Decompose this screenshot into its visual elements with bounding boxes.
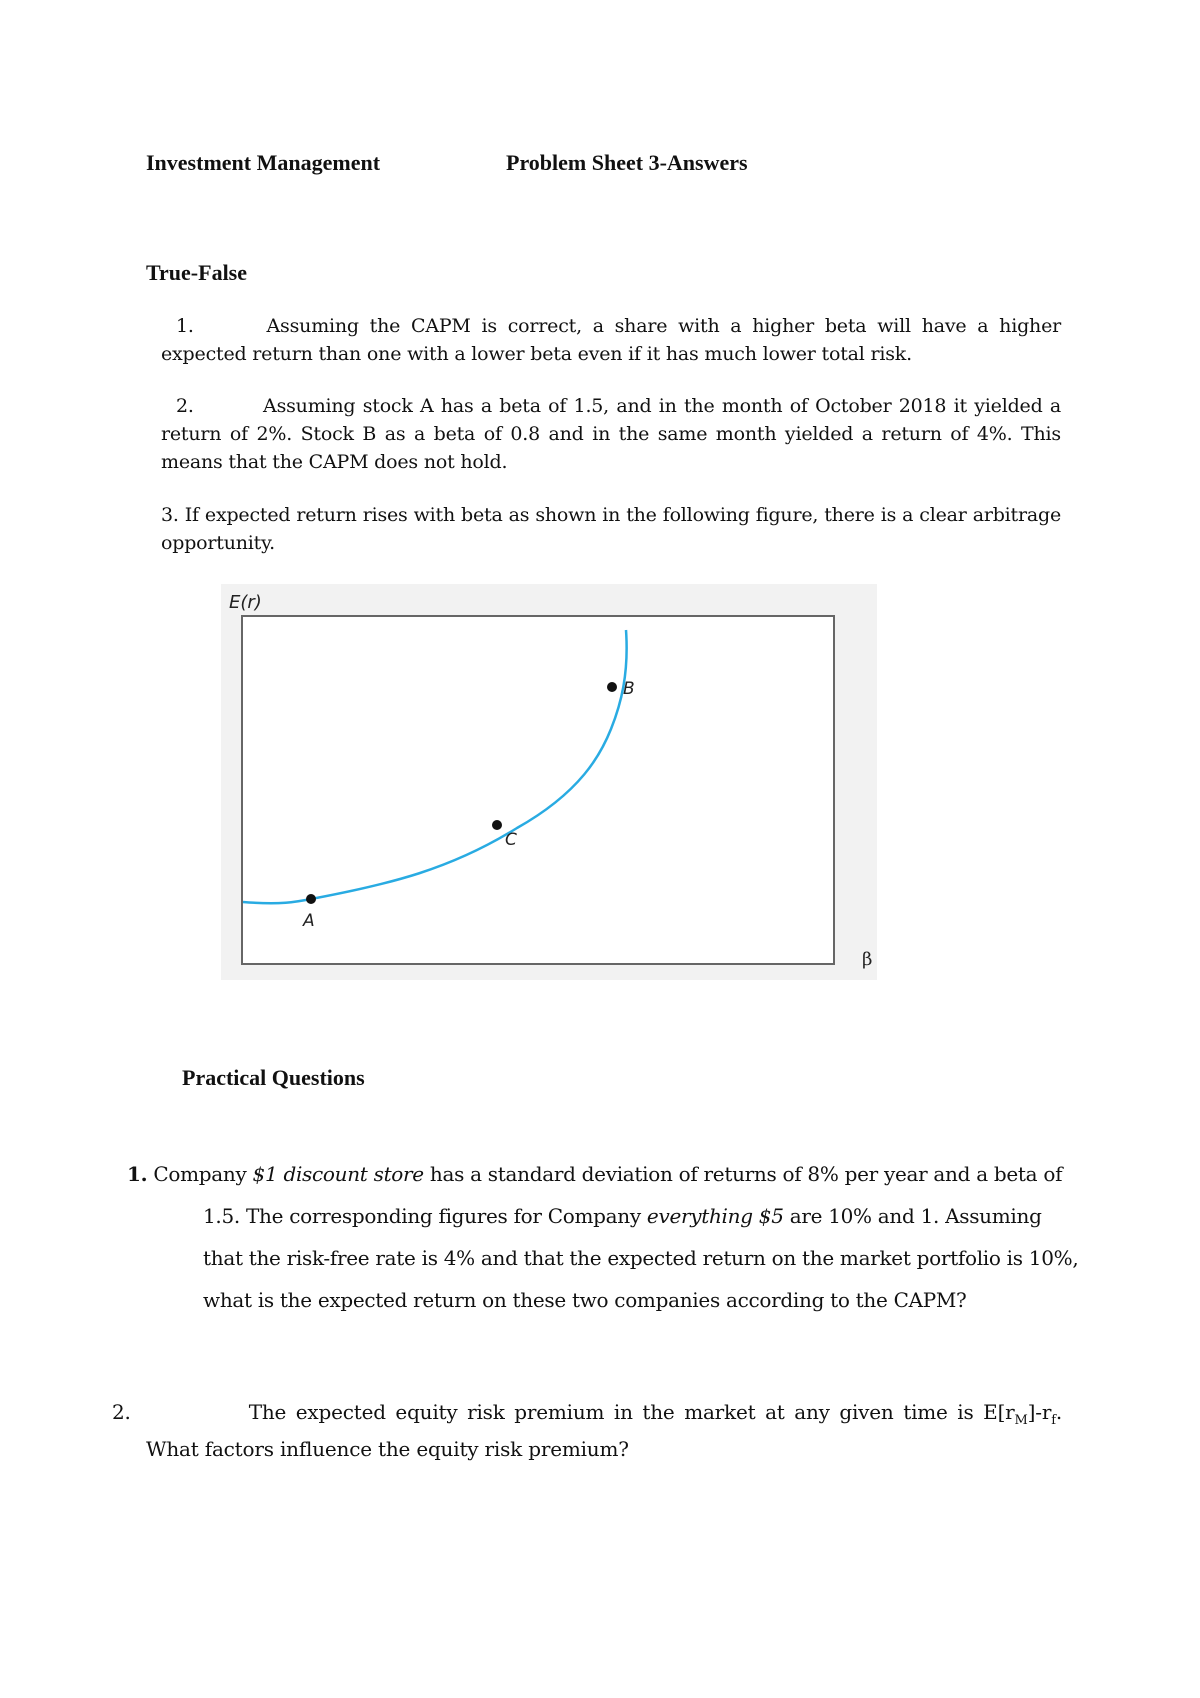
chart-frame — [242, 616, 834, 964]
pq2-line-2: What factors influence the equity risk premium? — [146, 1437, 629, 1461]
beta-return-chart — [221, 584, 877, 980]
sheet-title: Problem Sheet 3-Answers — [506, 150, 748, 175]
practical-question-1 — [127, 1153, 1087, 1321]
pq2-line-1: 2. The expected equity risk premium in the market at any given time is $E[r_M]-r_f$. — [112, 1398, 1062, 1435]
course-title: Investment Management — [146, 150, 381, 175]
point-b-label: B — [623, 679, 635, 699]
point-a-marker — [306, 894, 316, 904]
practical-heading: Practical Questions — [182, 1065, 365, 1090]
x-axis-label: β — [862, 949, 873, 970]
pq1-line-1: 1. Company $1 discount store has a standard deviation of returns of 8% per year and a beta of — [127, 1162, 1063, 1186]
tf-q1-number: 1. — [176, 315, 194, 337]
practical-question-2 — [112, 1398, 1062, 1463]
point-b-marker — [607, 682, 617, 692]
tf-q1-text: Assuming the CAPM is correct, a share with a higher beta will have a higher expected return than one with a lower beta even if it has much lower total risk. — [161, 315, 1061, 365]
company-1-name: $1 discount store — [252, 1162, 424, 1186]
pq1-line-4: what is the expected return on these two companies according to the CAPM? — [203, 1288, 967, 1312]
point-c-label: C — [505, 830, 517, 850]
point-a-label: A — [303, 911, 315, 931]
point-c-marker — [492, 820, 502, 830]
sml-figure — [221, 584, 877, 980]
pq2-number: 2. — [112, 1400, 131, 1424]
tf-q2-text: Assuming stock A has a beta of 1.5, and in the month of October 2018 it yielded a return of 2%. Stock B as a beta of 0.8 and in the same month yielded a return of 4%. This means that the CAPM does not hold. — [161, 395, 1061, 473]
company-2-name: everything $5 — [646, 1204, 784, 1228]
tf-question-3: 3. If expected return rises with beta as shown in the following figure, there is a clear arbitrage opportunity. — [161, 504, 1061, 554]
y-axis-label: E(r) — [229, 592, 262, 613]
tf-question-1 — [161, 312, 1061, 368]
tf-q2-number: 2. — [176, 395, 194, 417]
pq1-line-3: that the risk-free rate is 4% and that the expected return on the market portfolio is 10%, — [203, 1246, 1079, 1270]
true-false-heading: True-False — [146, 260, 248, 285]
pq1-number: 1. — [127, 1162, 148, 1186]
pq1-line-2: 1.5. The corresponding figures for Company everything $5 are 10% and 1. Assuming — [203, 1204, 1042, 1228]
tf-question-2 — [161, 392, 1061, 476]
